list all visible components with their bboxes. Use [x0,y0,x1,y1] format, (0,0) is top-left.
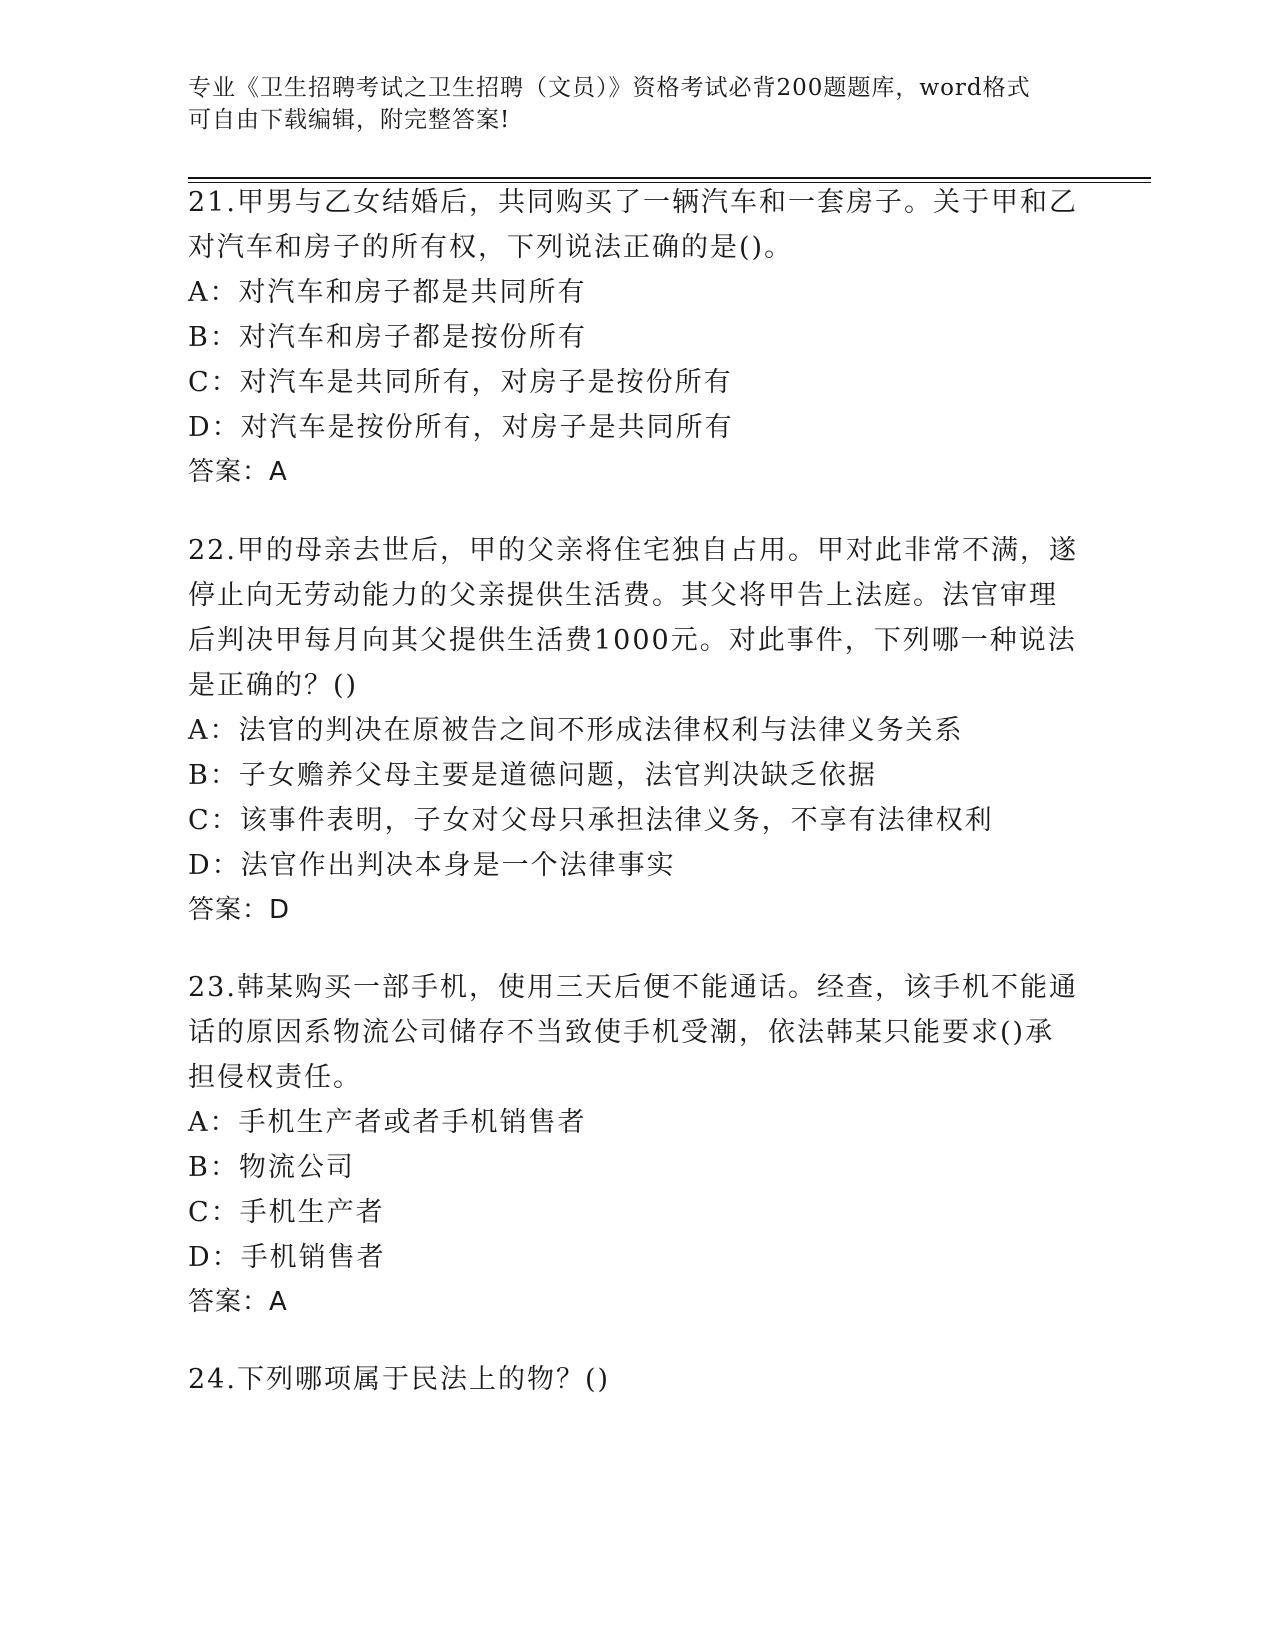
option-c: C：对汽车是共同所有，对房子是按份所有 [188,367,733,398]
option-a: A：法官的判决在原被告之间不形成法律权利与法律义务关系 [188,715,964,746]
option-d: D：手机销售者 [188,1242,386,1273]
question-24 [188,1357,1078,1402]
question-23 [188,965,1078,1325]
option-c: C：该事件表明，子女对父母只承担法律义务，不享有法律权利 [188,805,994,836]
question-21 [188,180,1078,495]
option-b: B：对汽车和房子都是按份所有 [188,322,587,353]
option-d: D：对汽车是按份所有，对房子是共同所有 [188,412,734,443]
option-a: A：对汽车和房子都是共同所有 [188,277,587,308]
header-subtitle-line: 可自由下载编辑，附完整答案! [188,107,511,133]
question-stem: 21.甲男与乙女结婚后，共同购买了一辆汽车和一套房子。关于甲和乙对汽车和房子的所有权，下列说法正确的是()。 [188,187,1078,263]
question-stem: 24.下列哪项属于民法上的物？() [188,1364,611,1395]
header-divider-thick [188,177,1151,179]
question-22 [188,528,1078,933]
answer-line: 答案：A [188,1287,288,1317]
answer-line: 答案：D [188,895,291,925]
option-a: A：手机生产者或者手机销售者 [188,1107,587,1138]
option-d: D：法官作出判决本身是一个法律事实 [188,850,676,881]
header-title-line: 专业《卫生招聘考试之卫生招聘（文员）》资格考试必背200题题库，word格式 [188,75,1031,101]
option-b: B：子女赡养父母主要是道德问题，法官判决缺乏依据 [188,760,877,791]
question-stem: 23.韩某购买一部手机，使用三天后便不能通话。经查，该手机不能通话的原因系物流公司储存不当致使手机受潮，依法韩某只能要求()承担侵权责任。 [188,972,1078,1093]
question-stem: 22.甲的母亲去世后，甲的父亲将住宅独自占用。甲对此非常不满，遂停止向无劳动能力的父亲提供生活费。其父将甲告上法庭。法官审理后判决甲每月向其父提供生活费1000元。对此事件，下列哪一种说法是正确的？() [188,535,1078,701]
answer-line: 答案：A [188,457,288,487]
option-b: B：物流公司 [188,1152,355,1183]
option-c: C：手机生产者 [188,1197,385,1228]
document-header [188,72,1068,136]
